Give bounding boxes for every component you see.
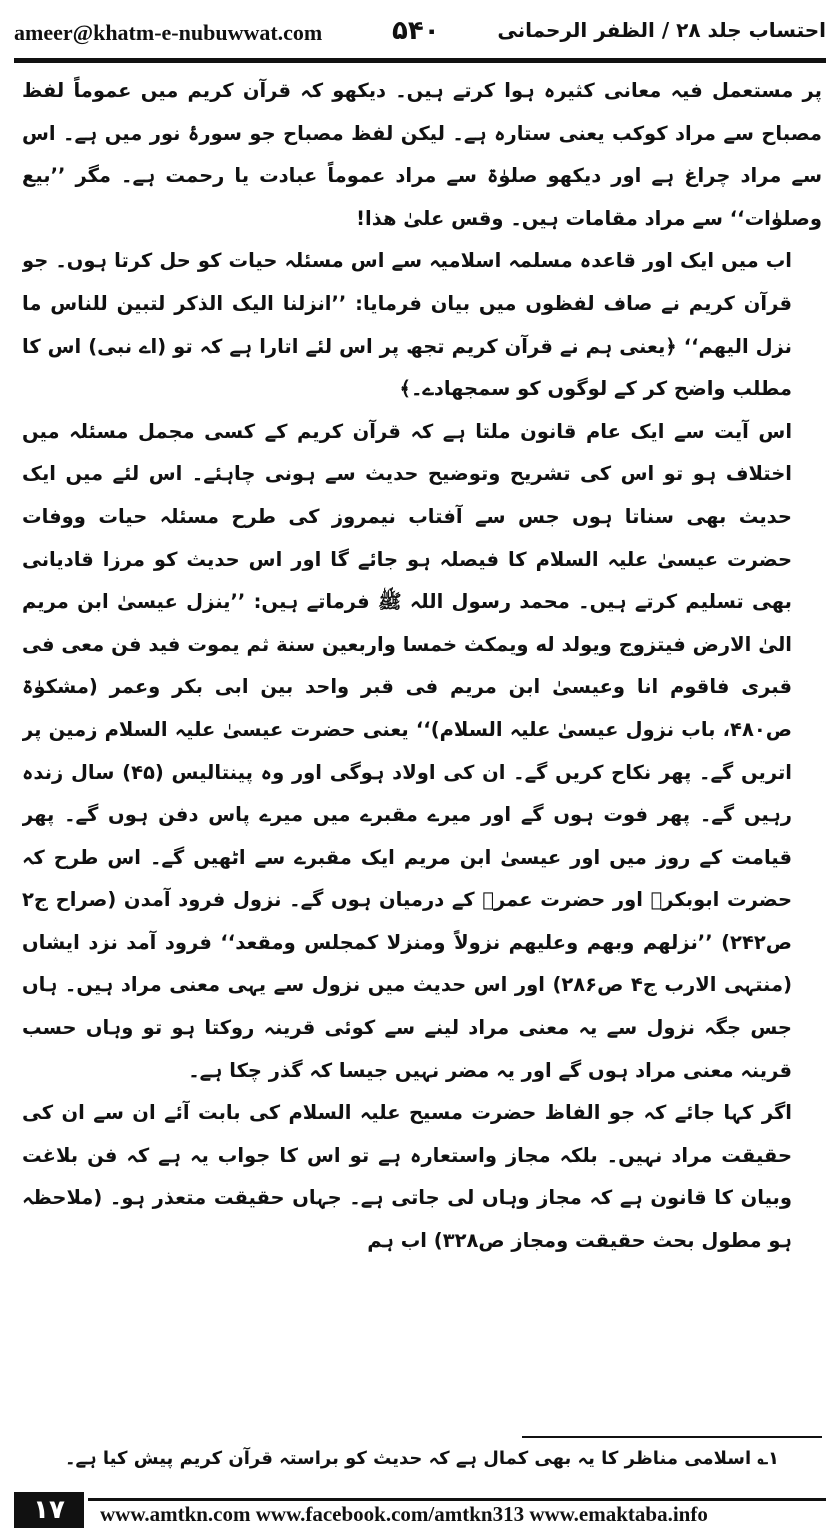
- folio-number: ۱۷: [14, 1492, 84, 1528]
- running-title: احتساب جلد ۲۸ / الظفر الرحمانی: [497, 18, 826, 42]
- footer-links: www.amtkn.com www.facebook.com/amtkn313 www.emaktaba.info: [100, 1502, 708, 1526]
- page-number: ۵۴۰: [392, 16, 440, 46]
- footer-rule: [88, 1498, 826, 1501]
- paragraph-3: اس آیت سے ایک عام قانون ملتا ہے کہ قرآن کریم کے کسی مجمل مسئلہ میں اختلاف ہو تو اس کی تشریح وتوضیح حدیث سے ہونی چاہئے۔ اس لئے میں ایک حدیث بھی سناتا ہوں جس سے آفتاب نیمروز کی طرح مسئلہ حیات ووفات حضرت عیسیٰ علیہ السلام کا فیصلہ ہو جائے گا اور اس حدیث کو مرزا قادیانی بھی تسلیم کرتے ہیں۔ محمد رسول اللہ ﷺ فرماتے ہیں: ’’ینزل عیسیٰ ابن مریم الیٰ الارض فیتزوج ویولد له ویمکث خمسا واربعین سنة ثم یموت فید فن معی فی قبری فاقوم انا وعیسیٰ ابن مریم فی قبر واحد بین ابی بکر وعمر (مشکوٰۃ ص۴۸۰، باب نزول عیسیٰ علیہ السلام)‘‘ یعنی حضرت عیسیٰ علیہ السلام زمین پر اتریں گے۔ پھر نکاح کریں گے۔ ان کی اولاد ہوگی اور وہ پینتالیس (۴۵) سال زندہ رہیں گے۔ پھر فوت ہوں گے اور میرے مقبرے میں میرے پاس دفن ہوں گے۔ پھر قیامت کے روز میں اور عیسیٰ ابن مریم ایک مقبرے سے اٹھیں گے۔ اس طرح کہ حضرت ابوبکرؓ اور حضرت عمرؓ کے درمیان ہوں گے۔ نزول فرود آمدن (صراح ج۲ ص۲۴۲) ’’نزلھم وبھم وعلیھم نزولاً ومنزلا کمجلس ومقعد‘‘ فرود آمد نزد ایشاں (منتہی الارب ج۴ ص۲۸۶) اور اس حدیث میں نزول سے یہی معنی مراد ہیں۔ ہاں جس جگہ نزول سے یہ معنی مراد لینے سے کوئی قرینہ روکتا ہو تو وہاں حسب قرینہ معنی مراد ہوں گے اور یہ مضر نہیں جیسا کہ گذر چکا ہے۔: [22, 419, 793, 1082]
- header-email: ameer@khatm-e-nubuwwat.com: [14, 20, 323, 45]
- header-rule: [14, 58, 826, 63]
- footnote: ۱؎ اسلامی مناظر کا یہ بھی کمال ہے کہ حدیث کو براستہ قرآن کریم پیش کیا ہے۔: [65, 1448, 779, 1469]
- paragraph-2: اب میں ایک اور قاعدہ مسلمہ اسلامیہ سے اس مسئلہ حیات کو حل کرتا ہوں۔ جو قرآن کریم نے صاف لفظوں میں بیان فرمایا: ’’انزلنا الیک الذکر لتبین للناس ما نزل الیھم‘‘ ﴿یعنی ہم نے قرآن کریم تجھ پر اس لئے اتارا ہے کہ تو (اے نبی) اس کا مطلب واضح کر کے لوگوں کو سمجھادے۔﴾: [22, 249, 792, 401]
- page-footer: [14, 1492, 826, 1532]
- footnote-rule: [522, 1436, 822, 1438]
- body-text: [22, 70, 822, 1440]
- paragraph-1: پر مستعمل فیہ معانی کثیرہ ہوا کرتے ہیں۔ دیکھو کہ قرآن کریم میں عموماً لفظ مصباح سے مراد کوکب یعنی ستارہ ہے۔ لیکن لفظ مصباح جو سورۂ نور میں ہے۔ اس سے مراد چراغ ہے اور دیکھو صلوٰۃ سے مراد عموماً عبادت یا رحمت ہے۔ مگر ’’بیع وصلوٰات‘‘ سے مراد مقامات ہیں۔ وقس علیٰ ھذا!: [22, 79, 822, 230]
- paragraph-4: اگر کہا جائے کہ جو الفاظ حضرت مسیح علیہ السلام کی بابت آئے ان سے ان کی حقیقت مراد نہیں۔ بلکہ مجاز واستعارہ ہے تو اس کا جواب یہ ہے کہ فن بلاغت وبیان کا قانون ہے کہ مجاز وہاں لی جاتی ہے۔ جہاں حقیقت متعذر ہو۔ (ملاحظہ ہو مطول بحث حقیقت ومجاز ص۳۲۸) اب ہم: [22, 1101, 792, 1253]
- page-header: [14, 14, 826, 56]
